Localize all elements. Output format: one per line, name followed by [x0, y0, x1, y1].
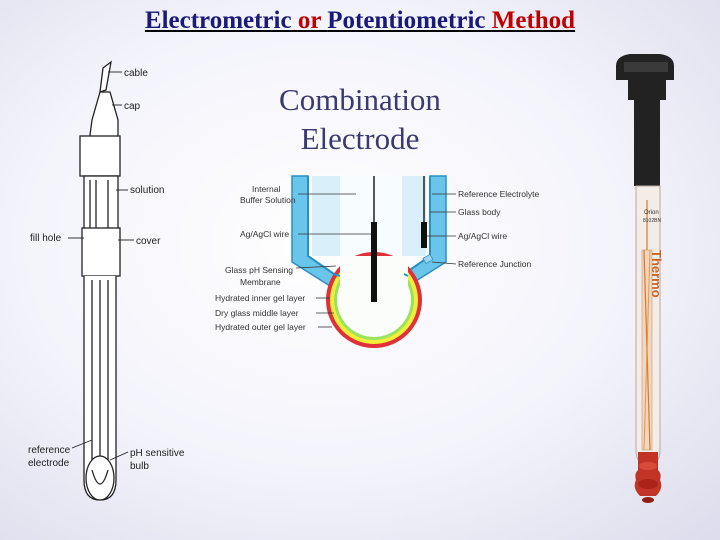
label-thermo: Thermo — [649, 250, 664, 298]
label-ph-bulb-2: bulb — [130, 461, 149, 472]
label-hydrated-outer: Hydrated outer gel layer — [215, 322, 306, 332]
label-reference-junction: Reference Junction — [458, 259, 532, 269]
subtitle-line-2: Electrode — [300, 121, 420, 156]
label-solution: solution — [130, 185, 165, 196]
cap-collar — [80, 136, 120, 176]
label-glass-membrane-1: Glass pH Sensing — [225, 265, 294, 275]
label-agcl-wire-right: Ag/AgCl wire — [458, 231, 508, 241]
red-bulb — [635, 452, 662, 496]
reference-agcl-wire — [421, 222, 427, 248]
label-cover: cover — [136, 236, 161, 247]
label-model: 8102BN — [643, 218, 662, 224]
label-ph-bulb-1: pH sensitive — [130, 448, 185, 459]
label-glass-membrane-2: Membrane — [240, 277, 281, 287]
label-reference-electrolyte: Reference Electrolyte — [458, 189, 540, 199]
label-orion: Orion — [644, 210, 659, 216]
cover-band — [82, 228, 120, 276]
label-hydrated-inner: Hydrated inner gel layer — [215, 293, 306, 303]
electrode-photo — [616, 54, 674, 503]
title-or: or — [297, 7, 321, 34]
label-cap: cap — [124, 101, 141, 112]
label-glass-body: Glass body — [458, 207, 501, 217]
center-agcl-wire — [371, 222, 377, 302]
subtitle-line-1: Combination — [279, 82, 441, 117]
black-cap — [616, 54, 674, 186]
left-electrode-drawing — [68, 62, 134, 500]
label-internal-buffer-1: Internal — [252, 184, 281, 194]
label-fill-hole: fill hole — [30, 233, 62, 244]
title-method: Method — [491, 7, 576, 34]
title-electrometric: Electrometric — [144, 7, 292, 34]
label-cable: cable — [124, 68, 148, 79]
label-internal-buffer-2: Buffer Solution — [240, 195, 296, 205]
cable-shape — [100, 62, 111, 92]
upper-body — [84, 176, 118, 230]
ph-bulb-drawing — [86, 456, 114, 500]
label-reference-electrode-2: electrode — [28, 458, 70, 469]
center-cross-section — [292, 176, 456, 348]
label-agcl-wire-left: Ag/AgCl wire — [240, 229, 290, 239]
label-dry-middle: Dry glass middle layer — [215, 308, 299, 318]
label-reference-electrode-1: reference — [28, 445, 71, 456]
title-potentiometric: Potentiometric — [327, 7, 486, 34]
